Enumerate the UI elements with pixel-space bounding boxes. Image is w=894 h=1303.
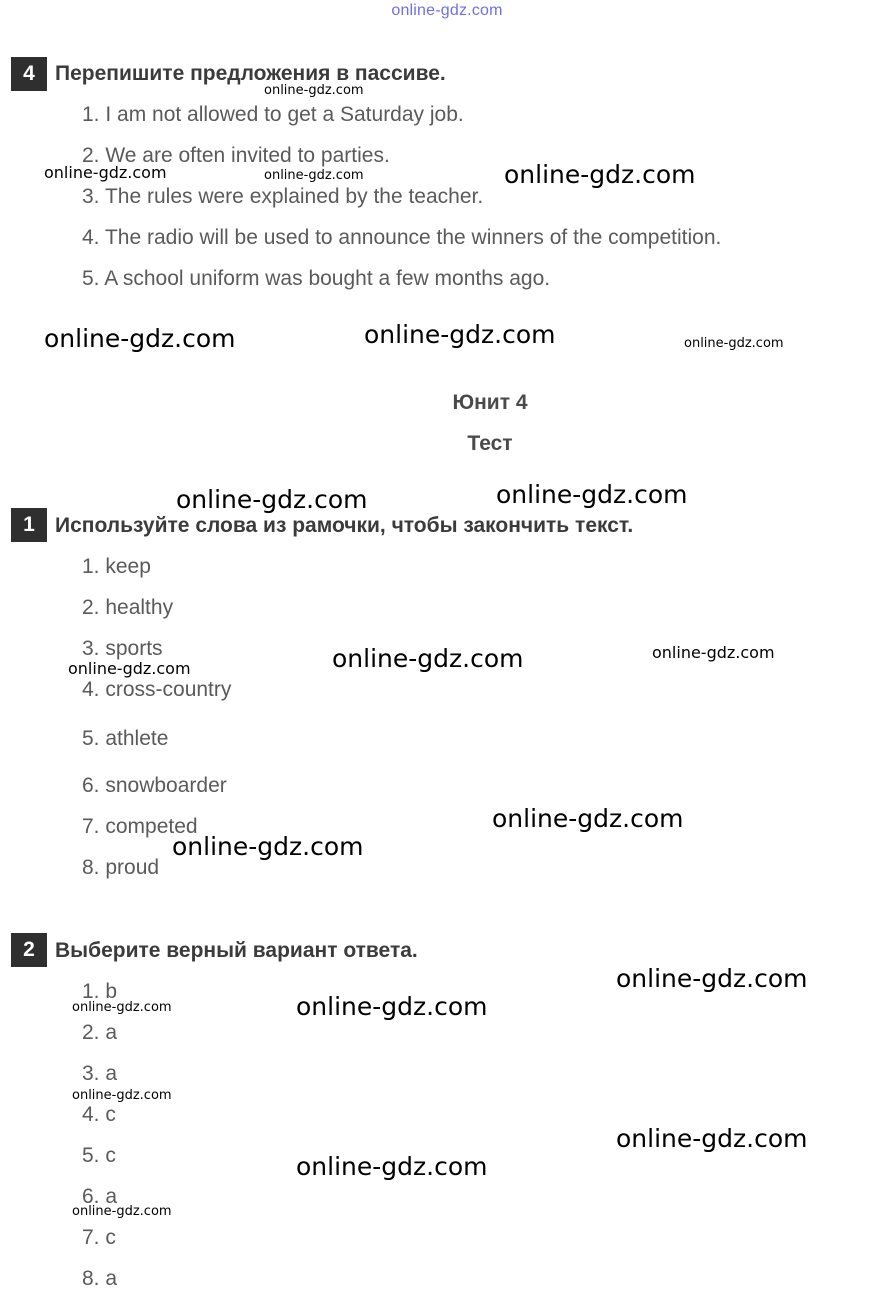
watermark: online-gdz.com	[496, 480, 688, 509]
watermark: online-gdz.com	[264, 83, 364, 98]
answer-item: 3. sports	[82, 637, 163, 660]
answer-item: 3. a	[82, 1062, 118, 1085]
watermark: online-gdz.com	[72, 1000, 172, 1015]
watermark: online-gdz.com	[652, 643, 775, 662]
test-title: Тест	[467, 432, 513, 455]
watermark: online-gdz.com	[68, 659, 191, 678]
answer-item: 3. The rules were explained by the teacher.	[82, 185, 484, 208]
answer-item: 6. snowboarder	[82, 774, 227, 797]
answer-item: 4. The radio will be used to announce the winners of the competition.	[82, 226, 722, 249]
exercise-number-badge: 4	[11, 57, 47, 91]
answer-item: 6. a	[82, 1185, 118, 1208]
watermark: online-gdz.com	[504, 160, 696, 189]
exercise-heading: Перепишите предложения в пассиве.	[55, 62, 446, 85]
exercise-heading: Выберите верный вариант ответа.	[55, 939, 418, 962]
answer-item: 5. A school uniform was bought a few months ago.	[82, 267, 551, 290]
watermark: online-gdz.com	[296, 992, 488, 1021]
answer-item: 4. c	[82, 1103, 116, 1126]
exercise-heading: Используйте слова из рамочки, чтобы закончить текст.	[55, 514, 634, 537]
answer-item: 2. We are often invited to parties.	[82, 144, 390, 167]
answer-item: 2. healthy	[82, 596, 174, 619]
watermark: online-gdz.com	[44, 163, 167, 182]
answer-item: 5. c	[82, 1144, 116, 1167]
watermark: online-gdz.com	[72, 1204, 172, 1219]
watermark: online-gdz.com	[364, 320, 556, 349]
watermark: online-gdz.com	[44, 324, 236, 353]
watermark: online-gdz.com	[616, 964, 808, 993]
answer-item: 2. a	[82, 1021, 118, 1044]
answer-item: 7. c	[82, 1226, 116, 1249]
answer-item: 4. cross-country	[82, 678, 232, 701]
answer-item: 1. I am not allowed to get a Saturday job.	[82, 103, 464, 126]
watermark: online-gdz.com	[264, 168, 364, 183]
answer-item: 1. keep	[82, 555, 151, 578]
watermark: online-gdz.com	[492, 804, 684, 833]
answer-item: 8. a	[82, 1267, 118, 1290]
exercise-number-badge: 1	[11, 508, 47, 542]
answer-item: 5. athlete	[82, 727, 169, 750]
watermark: online-gdz.com	[176, 485, 368, 514]
answer-item: 8. proud	[82, 856, 160, 879]
site-header-link[interactable]: online-gdz.com	[391, 2, 503, 19]
watermark: online-gdz.com	[296, 1152, 488, 1181]
watermark: online-gdz.com	[172, 832, 364, 861]
watermark: online-gdz.com	[72, 1088, 172, 1103]
answer-item: 7. competed	[82, 815, 198, 838]
answer-item: 1. b	[82, 980, 118, 1003]
unit-title: Юнит 4	[452, 391, 528, 414]
watermark: online-gdz.com	[684, 336, 784, 351]
watermark: online-gdz.com	[616, 1124, 808, 1153]
watermark: online-gdz.com	[332, 644, 524, 673]
exercise-number-badge: 2	[11, 933, 47, 967]
